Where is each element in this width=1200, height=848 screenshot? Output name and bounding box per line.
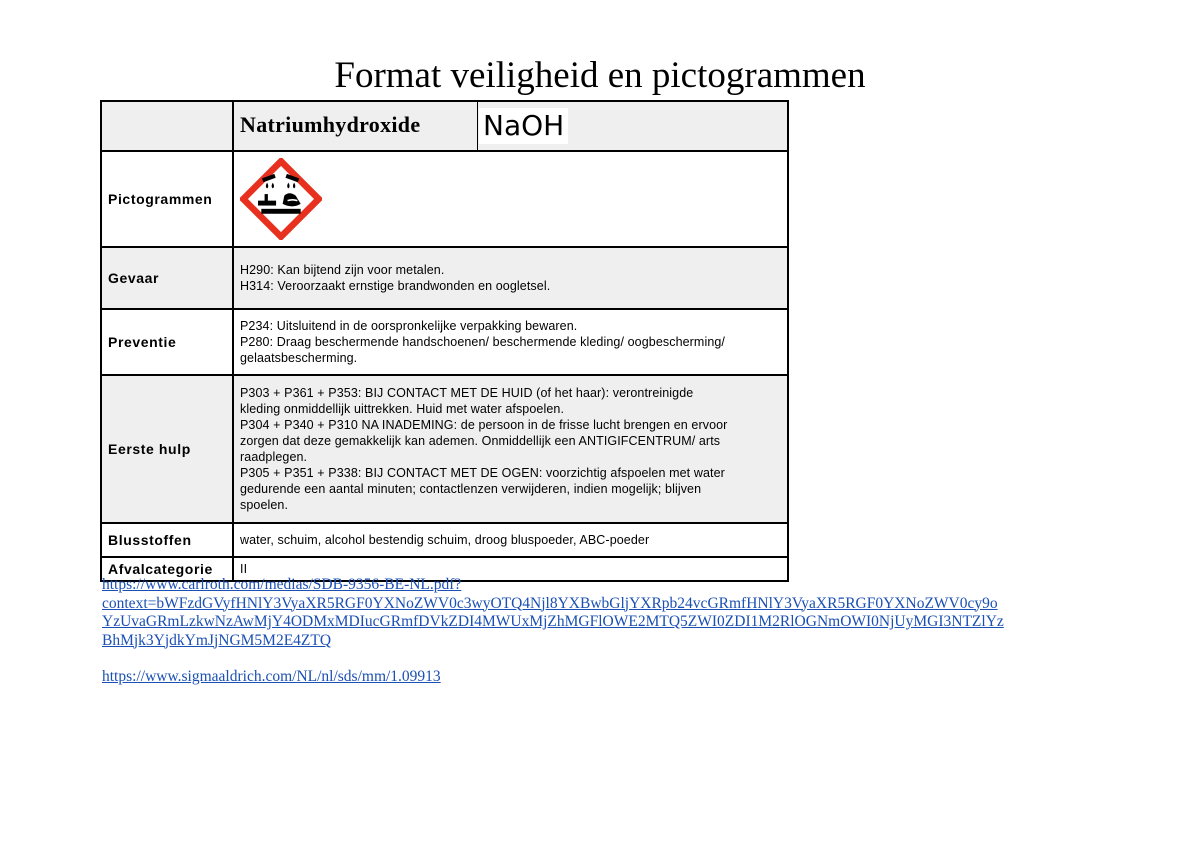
hazard-statement: H314: Veroorzaakt ernstige brandwonden en oogletsel. (240, 279, 551, 293)
gevaar-label: Gevaar (101, 247, 233, 309)
link-line: BhMjk3YjdkYmJjNGM5M2E4ZTQ (102, 631, 332, 649)
link-line: https://www.carlroth.com/medias/SDB-9356-BE-NL.pdf? (102, 576, 462, 593)
first-aid-line: gedurende een aantal minuten; contactlenzen verwijderen, indien mogelijk; blijven (240, 482, 702, 496)
link-line: context=bWFzdGVyfHNlY3VyaXR5RGF0YXNoZWV0c3wyOTQ4Njl8YXBwbGljYXRpb24vcGRmfHNlY3VyaXR5RGF0YXNoZWV0cy9o (102, 594, 998, 612)
first-aid-line: raadplegen. (240, 450, 308, 464)
preventie-label: Preventie (101, 309, 233, 375)
source-links (102, 576, 1004, 687)
first-aid-line: spoelen. (240, 498, 289, 512)
table-row (101, 523, 788, 557)
pictogram-label: Pictogrammen (101, 151, 233, 247)
page-title: Format veiligheid en pictogrammen (334, 55, 866, 96)
first-aid-line: P303 + P361 + P353: BIJ CONTACT MET DE HUID (of het haar): verontreinigde (240, 386, 694, 400)
header-empty-cell (101, 101, 233, 151)
afvalcategorie-label: Afvalcategorie (101, 557, 233, 581)
table-row (101, 375, 788, 523)
precaution-statement: P280: Draag beschermende handschoenen/ beschermende kleding/ oogbescherming/ (240, 335, 725, 349)
precaution-statement: gelaatsbescherming. (240, 351, 358, 365)
hazard-statement: H290: Kan bijtend zijn voor metalen. (240, 263, 445, 277)
first-aid-line: P305 + P351 + P338: BIJ CONTACT MET DE OGEN: voorzichtig afspoelen met water (240, 466, 725, 480)
first-aid-line: zorgen dat deze gemakkelijk kan ademen. Onmiddellijk een ANTIGIFCENTRUM/ arts (240, 434, 721, 448)
table-row (101, 309, 788, 375)
blusstoffen-content: water, schuim, alcohol bestendig schuim, droog bluspoeder, ABC-poeder (233, 523, 788, 557)
header-divider (477, 102, 478, 150)
eerste-hulp-content (233, 375, 788, 523)
first-aid-line: P304 + P340 + P310 NA INADEMING: de persoon in de frisse lucht brengen en ervoor (240, 418, 728, 432)
sigmaaldrich-sds-link[interactable]: https://www.sigmaaldrich.com/NL/nl/sds/mm/1.09913 (102, 668, 441, 685)
table-row (101, 151, 788, 247)
pictogram-cell (233, 151, 788, 247)
substance-name: Natriumhydroxide (240, 112, 421, 137)
precaution-statement: P234: Uitsluitend in de oorspronkelijke verpakking bewaren. (240, 319, 578, 333)
safety-table (100, 100, 789, 582)
link-line: YzUvaGRmLzkwNzAwMjY4ODMxMDIucGRmfDVkZDI4MWUxMjZhMGFlOWE2MTQ5ZWI0ZDI1M2RlOGNmOWI0NjUyMGI3NTZlYz (102, 613, 1004, 630)
afvalcategorie-content: II (233, 557, 788, 581)
carlroth-sds-link[interactable] (102, 576, 1004, 650)
eerste-hulp-label: Eerste hulp (101, 375, 233, 523)
header-substance-cell (233, 101, 788, 151)
first-aid-line: kleding onmiddellijk uittrekken. Huid met water afspoelen. (240, 402, 565, 416)
table-row (101, 247, 788, 309)
chemical-formula: NaOH (479, 108, 568, 144)
blusstoffen-label: Blusstoffen (101, 523, 233, 557)
preventie-content (233, 309, 788, 375)
ghs05-corrosive-icon (240, 158, 322, 240)
gevaar-content (233, 247, 788, 309)
table-header-row (101, 101, 788, 151)
